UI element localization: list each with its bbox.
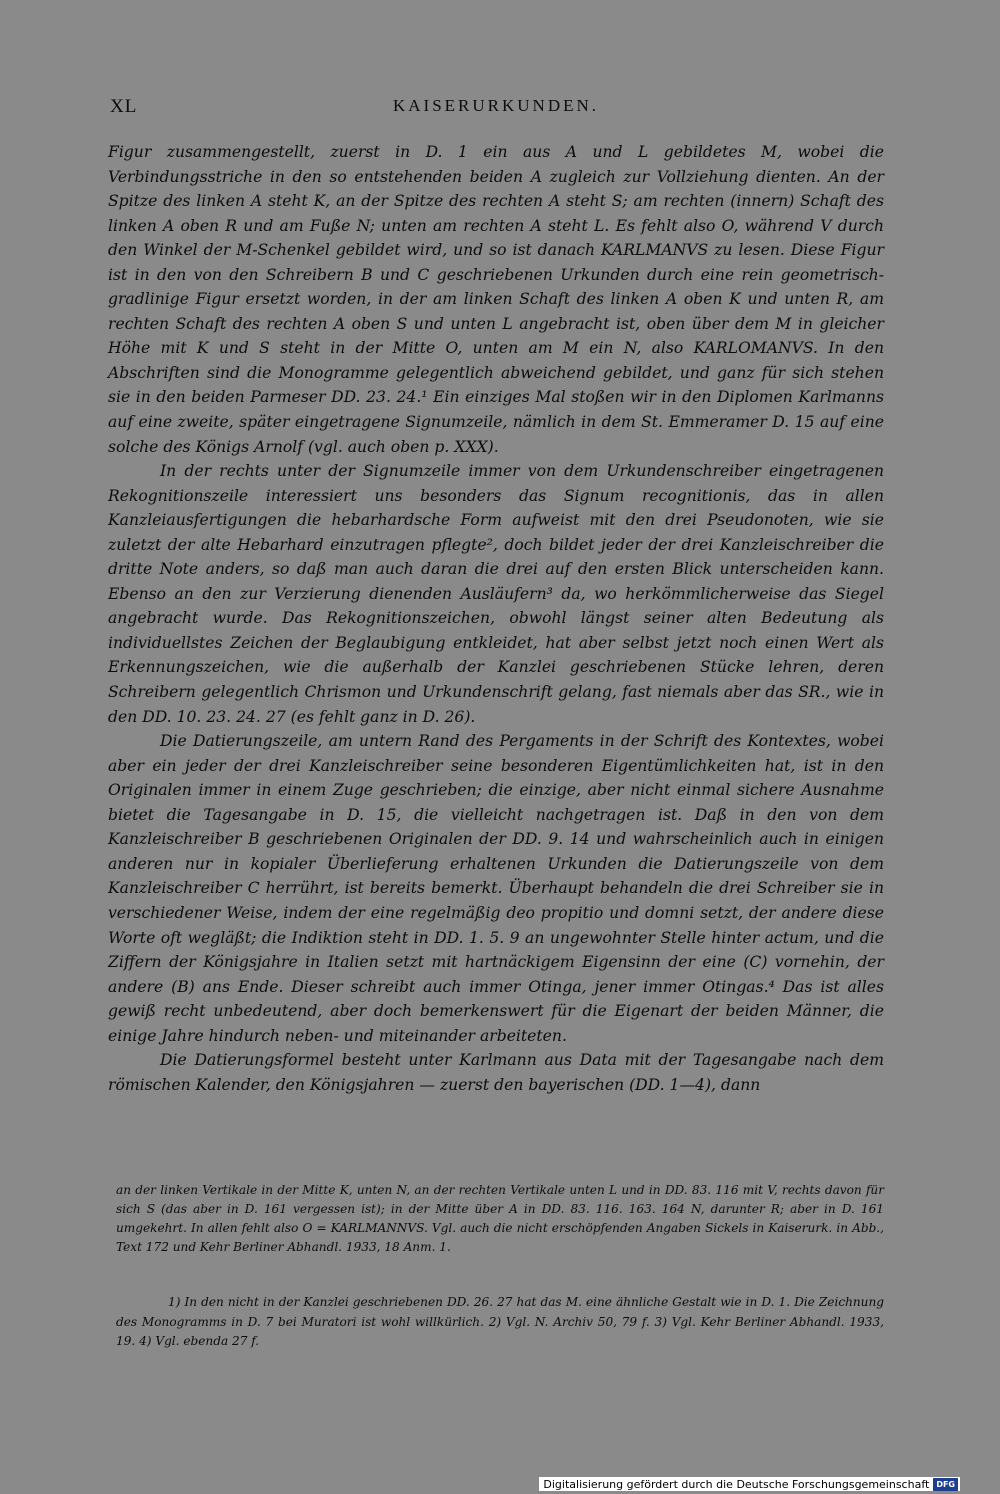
page-number: XL: [110, 96, 138, 117]
credit-text: Digitalisierung gefördert durch die Deutsche Forschungsgemeinschaft: [543, 1477, 930, 1491]
footnote-continuation-text: an der linken Vertikale in der Mitte K, unten N, an der rechten Vertikale unten L und in DD. 83. 116 mit V, rechts davon für sich S (das aber in D. 161 vergessen ist); in der Mitte über A in DD. 83. 116. 163. 164 N, darunter R; aber in D. 161 umgekehrt. In allen fehlt also O = KARLMANNVS. Vgl. auch die nicht erschöpfenden Angaben Sickels in Kaiserurk. in Abb., Text 172 und Kehr Berliner Abhandl. 1933, 18 Anm. 1.: [116, 1183, 884, 1254]
paragraph-monogram: Figur zusammengestellt, zuerst in D. 1 ein aus A und L gebildetes M, wobei die Verbindungsstriche in den so entstehenden beiden A zugleich zur Vollziehung dienten. An der Spitze des linken A steht K, an der Spitze des rechten A steht S; am rechten (innern) Schaft des linken A oben R und am Fuße N; unten am rechten A steht L. Es fehlt also O, während V durch den Winkel der M-Schenkel gebildet wird, und so ist danach KARLMANVS zu lesen. Diese Figur ist in den von den Schreibern B und C geschriebenen Urkunden durch eine rein geometrisch-gradlinige Figur ersetzt worden, in der am linken Schaft des linken A oben K und unten R, am rechten Schaft des rechten A oben S und unten L angebracht ist, oben über dem M in gleicher Höhe mit K und S steht in der Mitte O, unten am M ein N, also KARLOMANVS. In den Abschriften sind die Monogramme gelegentlich abweichend gebildet, und ganz für sich stehen sie in den beiden Parmeser DD. 23. 24.¹ Ein einziges Mal stoßen wir in den Diplomen Karlmanns auf eine zweite, später eingetragene Signumzeile, nämlich in dem St. Emmeramer D. 15 auf eine solche des Königs Arnolf (vgl. auch oben p. XXX).: [108, 143, 884, 456]
running-title: KAISERURKUNDEN.: [392, 96, 600, 115]
main-text: [108, 140, 884, 1097]
paragraph-dating-formula: Die Datierungsformel besteht unter Karlmann aus Data mit der Tagesangabe nach dem römischen Kalender, den Königsjahren — zuerst den bayerischen (DD. 1—4), dann: [108, 1051, 884, 1094]
footnote-continuation: [116, 1181, 884, 1257]
footnotes-text: 1) In den nicht in der Kanzlei geschriebenen DD. 26. 27 hat das M. eine ähnliche Gestalt wie in D. 1. Die Zeichnung des Monogramms in D. 7 bei Muratori ist wohl willkürlich. 2) Vgl. N. Archiv 50, 79 f. 3) Vgl. Kehr Berliner Abhandl. 1933, 19. 4) Vgl. ebenda 27 f.: [116, 1295, 884, 1348]
paragraph-recognition: In der rechts unter der Signumzeile immer von dem Urkundenschreiber eingetragenen Rekognitionszeile interessiert uns besonders das Signum recognitionis, das in allen Kanzleiausfertigungen die hebarhardsche Form aufweist mit den drei Pseudonoten, wie sie zuletzt der alte Hebarhard einzutragen pflegte², doch bildet jeder der drei Kanzleischreiber die dritte Note anders, so daß man auch daran die drei auf den ersten Blick unterscheiden kann. Ebenso an den zur Verzierung dienenden Ausläufern³ da, wo herkömmlicherweise das Siegel angebracht wurde. Das Rekognitionszeichen, obwohl längst seiner alten Bedeutung als individuellstes Zeichen der Beglaubigung entkleidet, hat aber selbst jetzt noch einen Wert als Erkennungszeichen, wie die außerhalb der Kanzlei geschriebenen Stücke lehren, deren Schreibern gelegentlich Chrismon und Urkundenschrift gelang, fast niemals aber das SR., wie in den DD. 10. 23. 24. 27 (es fehlt ganz in D. 26).: [108, 462, 884, 726]
paragraph-dating-line: Die Datierungszeile, am untern Rand des Pergaments in der Schrift des Kontextes, wobei aber ein jeder der drei Kanzleischreiber seine besonderen Eigentümlichkeiten hat, ist in den Originalen immer in einem Zuge geschrieben; die einzige, aber nicht einmal sichere Ausnahme bietet die Tagesangabe in D. 15, die vielleicht nachgetragen ist. Daß in den von dem Kanzleischreiber B geschriebenen Originalen der DD. 9. 14 und wahrscheinlich auch in einigen anderen nur in kopialer Überlieferung erhaltenen Urkunden die Datierungszeile von dem Kanzleischreiber C herrührt, ist bereits bemerkt. Überhaupt behandeln die drei Schreiber sie in verschiedener Weise, indem der eine regelmäßig deo propitio und domni setzt, der andere diese Worte oft wegläßt; die Indiktion steht in DD. 1. 5. 9 an ungewohnter Stelle hinter actum, und die Ziffern der Königsjahre in Italien setzt mit hartnäckigem Eigensinn der eine (C) vornehin, der andere (B) ans Ende. Dieser schreibt auch immer Otinga, jener immer Otingas.⁴ Das ist alles gewiß recht unbedeutend, aber doch bemerkenswert für die Eigenart der beiden Männer, die einige Jahre hindurch neben- und miteinander arbeiteten.: [108, 732, 884, 1045]
footnotes: [116, 1293, 884, 1352]
page-header: [110, 96, 882, 122]
dfg-logo-icon: DFG: [933, 1478, 958, 1491]
digitization-credit: [539, 1477, 960, 1491]
